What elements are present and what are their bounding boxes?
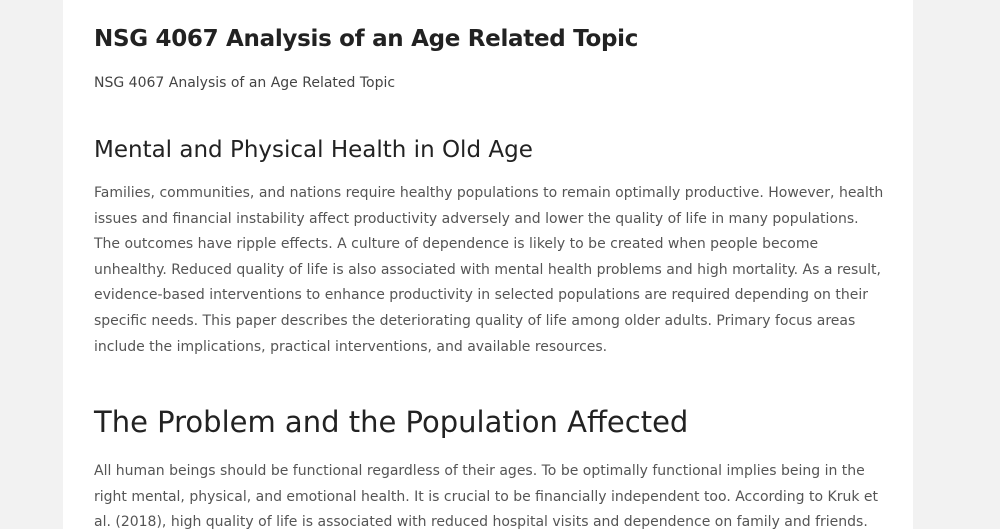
section-heading-mental-physical-health: Mental and Physical Health in Old Age (94, 137, 533, 163)
page-title: NSG 4067 Analysis of an Age Related Topic (94, 26, 639, 52)
section-paragraph-problem-population: All human beings should be functional regardless of their ages. To be optimally functional implies being in the right mental, physical, and emotional health. It is crucial to be financially independent too. According to Kruk et al. (2018), high quality of life is associated with reduced hospital visits and dependence on family and friends. (94, 463, 878, 529)
section-heading-problem-population: The Problem and the Population Affected (94, 405, 689, 439)
article-subtitle: NSG 4067 Analysis of an Age Related Topic (94, 75, 396, 91)
section-paragraph-mental-physical-health: Families, communities, and nations require healthy populations to remain optimally productive. However, health issues and financial instability affect productivity adversely and lower the quality of life in many populations. The outcomes have ripple effects. A culture of dependence is likely to be created when people become unhealthy. Reduced quality of life is also associated with mental health problems and high mortality. As a result, evidence-based interventions to enhance productivity in selected populations are required depending on their specific needs. This paper describes the deteriorating quality of life among older adults. Primary focus areas include the implications, practical interventions, and available resources. (94, 185, 884, 355)
article-page (63, 0, 913, 529)
